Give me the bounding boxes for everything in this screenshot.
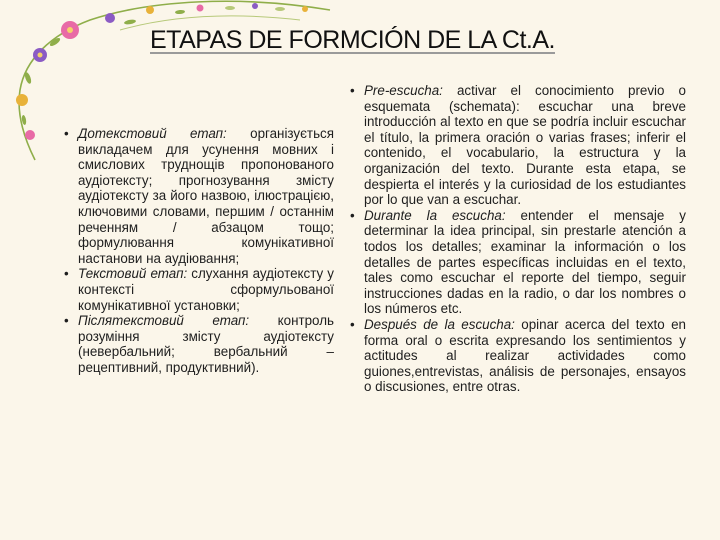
stage-item-post-text <box>62 313 334 375</box>
flower-purple-tiny <box>252 3 258 9</box>
ukrainian-stages-column <box>62 126 334 376</box>
flower-center <box>67 27 73 33</box>
stage-description: opinar acerca del texto en forma oral o escrita expresando los sentimientos y actitudes al realizar actividades como guiones,entrevistas, análisis de personajes, ensayos o discusiones, entre otras. <box>364 316 686 395</box>
stage-description: організується викладачем для усунення мовних і смислових труднощів пропонованого аудіотексту; прогнозування змісту аудіотексту за його назвою, ілюстрацією, ключовими словами, першим / останнім реченням / абзацом тощо; формулювання комунікативної настанови на аудіювання; <box>78 126 334 266</box>
leaf <box>175 10 185 15</box>
flower-pink-tiny <box>197 5 204 12</box>
bullet: • <box>350 316 355 332</box>
leaf <box>124 19 137 25</box>
stage-description: контроль розуміння змісту аудіотексту (невербальний; вербальний – рецептивний, продуктивний). <box>78 313 334 375</box>
flower-gold <box>16 94 28 106</box>
stage-item-text <box>62 266 334 313</box>
stage-description: entender el mensaje y determinar la idea principal, sin prestarle atención a todos los detalles; examinar la información o los detalles de partes específicas incluidas en el texto, tales como escuchar el reporte del tiempo, seguir instrucciones dadas en la radio, o dar los nombres o los números etc. <box>364 207 686 317</box>
stage-item-pre-listening <box>348 83 686 208</box>
flower-gold-small <box>146 6 154 14</box>
leaf <box>225 6 235 10</box>
bullet: • <box>64 313 69 329</box>
bullet: • <box>64 266 69 282</box>
stage-item-post-listening <box>348 317 686 395</box>
leaf <box>275 7 285 11</box>
stage-term: Durante la escucha: <box>364 207 506 223</box>
flower-purple-small <box>105 13 115 23</box>
stage-item-while-listening <box>348 208 686 317</box>
flower-gold-tiny <box>302 6 308 12</box>
stage-description: слухання аудіотексту у контексті сформульованої комунікативної установки; <box>78 266 334 313</box>
stage-description: activar el conocimiento previo o esquemata (schemata): escuchar una breve introducción al texto en que se podría incluir escuchar el título, la primera oración o varias frases; inferir el contenido, el vocabulario, la estructura y la organización del texto. Durante esta etapa, se despierta el interés y la curiosidad de los estudiantes por lo que van a escuchar. <box>364 83 686 208</box>
flower-pink-small <box>25 130 35 140</box>
slide-title: ETAPAS DE FORMCIÓN DE LA Ct.A. <box>150 26 555 54</box>
stage-term: Дотекстовий етап: <box>78 126 227 141</box>
stage-term: Післятекстовий етап: <box>78 313 250 329</box>
spanish-stages-column <box>348 83 686 395</box>
stage-item-pre-text <box>62 126 334 266</box>
stage-term: Текстовий етап: <box>78 266 188 282</box>
flower-center <box>38 53 43 58</box>
bullet: • <box>64 126 69 141</box>
bullet: • <box>350 207 355 223</box>
stage-term: Después de la escucha: <box>364 316 515 332</box>
stage-term: Pre-escucha: <box>364 83 443 98</box>
bullet: • <box>350 83 355 98</box>
